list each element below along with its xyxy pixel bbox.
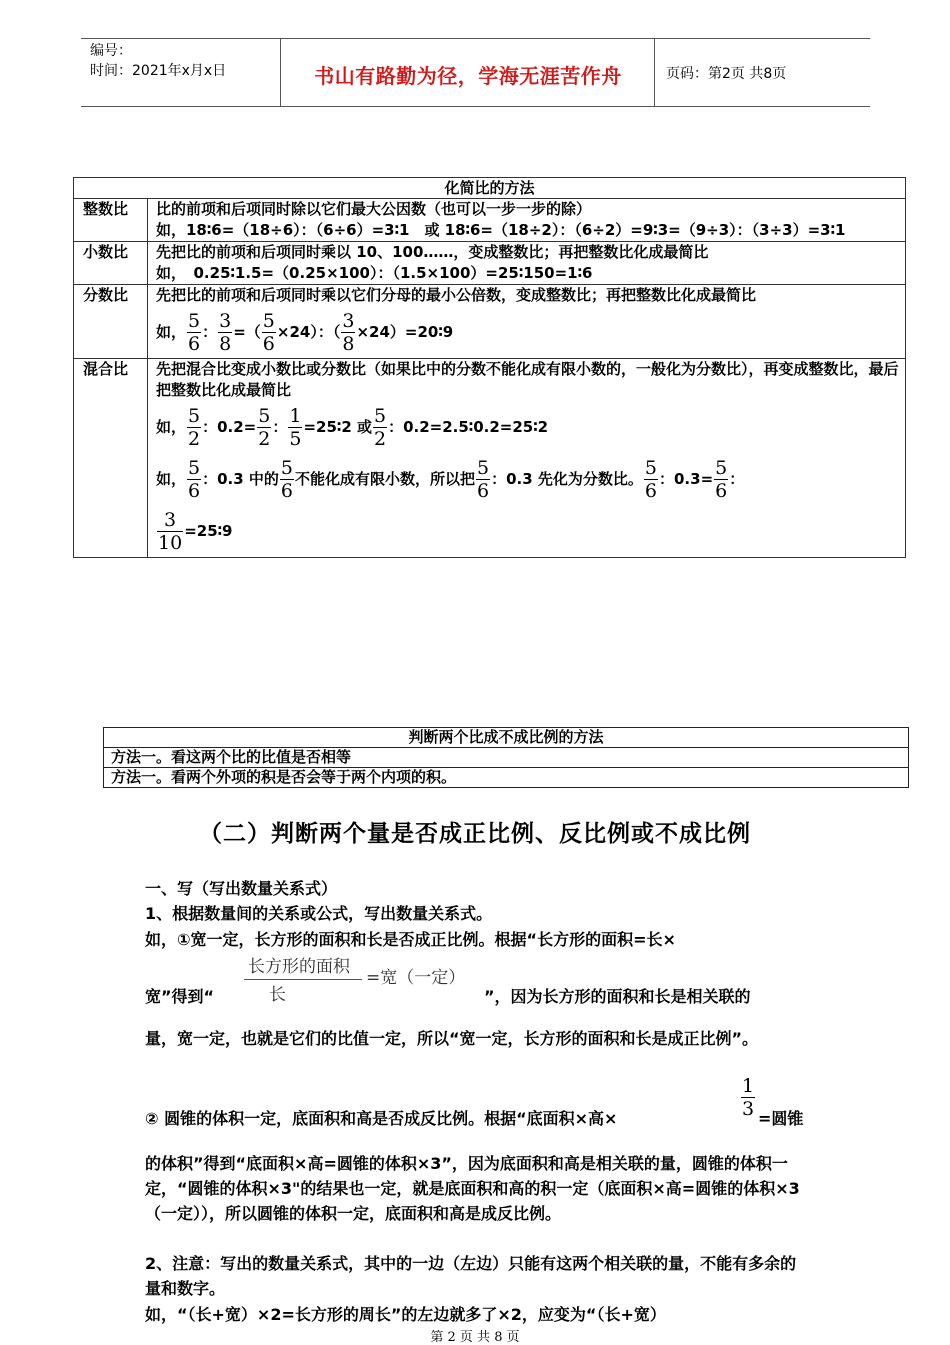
table-row: [74, 285, 906, 359]
numerator: 5: [280, 457, 293, 479]
text: ：0.3 先化为分数比。: [491, 470, 643, 488]
table-row: 方法一。看两个外项的积是否会等于两个内项的积。: [104, 768, 909, 788]
row-example: [156, 306, 899, 358]
formula-numerator: 长方形的面积: [248, 957, 350, 977]
row-label: 混合比: [74, 359, 148, 558]
header-page-label: 页码：第2页 共8页: [666, 66, 787, 82]
row-content: [148, 285, 906, 359]
header-motto: 书山有路勤为径，学海无涯苦作舟: [314, 64, 622, 88]
numerator: 1: [289, 405, 302, 427]
text: ×24）=20∶9: [356, 323, 454, 341]
text: ：: [272, 418, 288, 436]
text: =（: [233, 323, 261, 341]
denominator: 2: [373, 428, 387, 450]
fraction: [373, 405, 387, 450]
paragraph: 如，“（长+宽）×2=长方形的周长”的左边就多了×2，应变为“（长+宽）: [145, 1305, 666, 1324]
row-example: 如， 0.25∶1.5=（0.25×100）：（1.5×100）=25∶150=1∶6: [156, 264, 593, 282]
numerator: 3: [164, 509, 177, 531]
fraction-bar: [244, 979, 362, 980]
row-content: [148, 359, 906, 558]
text: =25∶9: [184, 522, 233, 540]
denominator: 2: [188, 428, 201, 450]
numerator: 5: [258, 405, 271, 427]
text: ：0.3 中的: [202, 470, 279, 488]
paragraph: 2、注意：写出的数量关系式，其中的一边（左边）只能有这两个相关联的量，不能有多余的量和数字。: [145, 1254, 797, 1298]
table-row: [74, 199, 906, 242]
numerator: 1: [742, 1075, 755, 1097]
row-content: [148, 199, 906, 242]
simplify-ratio-table: [73, 177, 906, 558]
text: =25∶2 或: [303, 418, 372, 436]
section-title: （二）判断两个量是否成正比例、反比例或不成比例: [199, 821, 751, 847]
fraction: [187, 310, 201, 355]
fraction: [257, 405, 271, 450]
formula-denominator: 长: [269, 985, 286, 1005]
example-prefix: 如，: [156, 323, 187, 341]
row-example: 如，18∶6=（18÷6）：（6÷6）=3∶1 或 18∶6=（18÷2）：（6÷2）=9∶3=（9÷3）：（3÷3）=3∶1: [156, 221, 846, 239]
paragraph: 如，①宽一定，长方形的面积和长是否成正比例。根据“长方形的面积=长×: [145, 930, 676, 949]
example-prefix: 如，: [156, 418, 187, 436]
numerator: 3: [219, 310, 232, 332]
denominator: 5: [289, 428, 302, 450]
row-content: [148, 242, 906, 285]
row-label: 小数比: [74, 242, 148, 285]
denominator: 6: [188, 333, 201, 355]
denominator: 6: [188, 480, 201, 502]
row-label: 整数比: [74, 199, 148, 242]
denominator: 6: [477, 480, 490, 502]
text: 不能化成有限小数，所以把: [295, 470, 476, 488]
fraction: [714, 457, 728, 502]
fraction: [262, 310, 276, 355]
paragraph: 一、写（写出数量关系式）: [145, 879, 338, 898]
denominator: 10: [158, 532, 183, 554]
paragraph: 1、根据数量间的关系或公式，写出数量关系式。: [145, 904, 493, 923]
row-desc: 先把比的前项和后项同时乘以 10、100……，变成整数比；再把整数比化成最简比: [156, 243, 709, 261]
paragraph: 宽”得到“: [145, 987, 215, 1006]
fraction: [341, 310, 355, 355]
numerator: 3: [342, 310, 355, 332]
denominator: 8: [219, 333, 232, 355]
row-desc: 比的前项和后项同时除以它们最大公因数（也可以一步一步的除）: [156, 200, 592, 218]
denominator: 6: [715, 480, 728, 502]
colon: ：: [202, 323, 218, 341]
formula-rhs: =宽（一定）: [366, 968, 466, 988]
header-divider: [280, 39, 281, 106]
fraction: [187, 457, 201, 502]
table-row: [74, 359, 906, 558]
denominator: 2: [258, 428, 271, 450]
row-example: [156, 401, 899, 453]
numerator: 5: [262, 310, 275, 332]
table-title: 判断两个比成不成比例的方法: [104, 728, 909, 748]
numerator: 5: [188, 310, 201, 332]
text: ：: [729, 470, 745, 488]
row-desc: 先把混合比变成小数比或分数比（如果比中的分数不能化成有限小数的，一般化为分数比），再变成整数比，最后把整数比化成最简比: [156, 360, 899, 399]
text: ：0.3=: [659, 470, 714, 488]
fraction: [644, 457, 658, 502]
denominator: 8: [342, 333, 355, 355]
numerator: 5: [477, 457, 490, 479]
paragraph: ② 圆锥的体积一定，底面积和高是否成反比例。根据“底面积×高×: [145, 1109, 618, 1128]
page-footer: 第 2 页 共 8 页: [430, 1330, 520, 1345]
fraction: [187, 405, 201, 450]
numerator: 5: [644, 457, 657, 479]
header-meta: [90, 41, 226, 81]
example-prefix: 如，: [156, 470, 187, 488]
text: ：0.2=: [202, 418, 257, 436]
row-example: [156, 453, 899, 505]
fraction: [218, 310, 232, 355]
table-row: 方法一。看这两个比的比值是否相等: [104, 748, 909, 768]
number-label: 编号：: [90, 43, 132, 59]
paragraph: 量，宽一定，也就是它们的比值一定，所以“宽一定，长方形的面积和长是成正比例”。: [145, 1029, 759, 1048]
header-divider: [654, 39, 655, 106]
fraction: [280, 457, 294, 502]
denominator: 6: [262, 333, 275, 355]
page-header: [81, 38, 870, 107]
numerator: 5: [188, 457, 201, 479]
row-example: [156, 505, 899, 557]
fraction: [476, 457, 490, 502]
denominator: 3: [742, 1098, 755, 1120]
text: ×24）：（: [276, 323, 341, 341]
row-label: 分数比: [74, 285, 148, 359]
numerator: 5: [188, 405, 201, 427]
denominator: 6: [644, 480, 657, 502]
judge-proportion-table: [103, 727, 909, 788]
paragraph: ”，因为长方形的面积和长是相关联的: [484, 987, 751, 1006]
table-title: 化简比的方法: [74, 178, 906, 199]
numerator: 5: [715, 457, 728, 479]
paragraph: 的体积”得到“底面积×高=圆锥的体积×3”，因为底面积和高是相关联的量，圆锥的体积一定，“圆锥的体积×3"的结果也一定，就是底面积和高的积一定（底面积×高=圆锥的体积×3（一定）），所以圆锥的体积一定，底面积和高是成反比例。: [145, 1154, 800, 1223]
time-label: 时间：2021年x月x日: [90, 63, 227, 79]
row-desc: 先把比的前项和后项同时乘以它们分母的最小公倍数，变成整数比；再把整数比化成最简比: [156, 286, 757, 304]
denominator: 6: [280, 480, 293, 502]
paragraph: =圆锥: [758, 1109, 804, 1128]
fraction: [288, 405, 302, 450]
text: ：0.2=2.5∶0.2=25∶2: [388, 418, 549, 436]
table-row: [74, 242, 906, 285]
fraction: [157, 509, 183, 554]
numerator: 5: [373, 405, 387, 427]
